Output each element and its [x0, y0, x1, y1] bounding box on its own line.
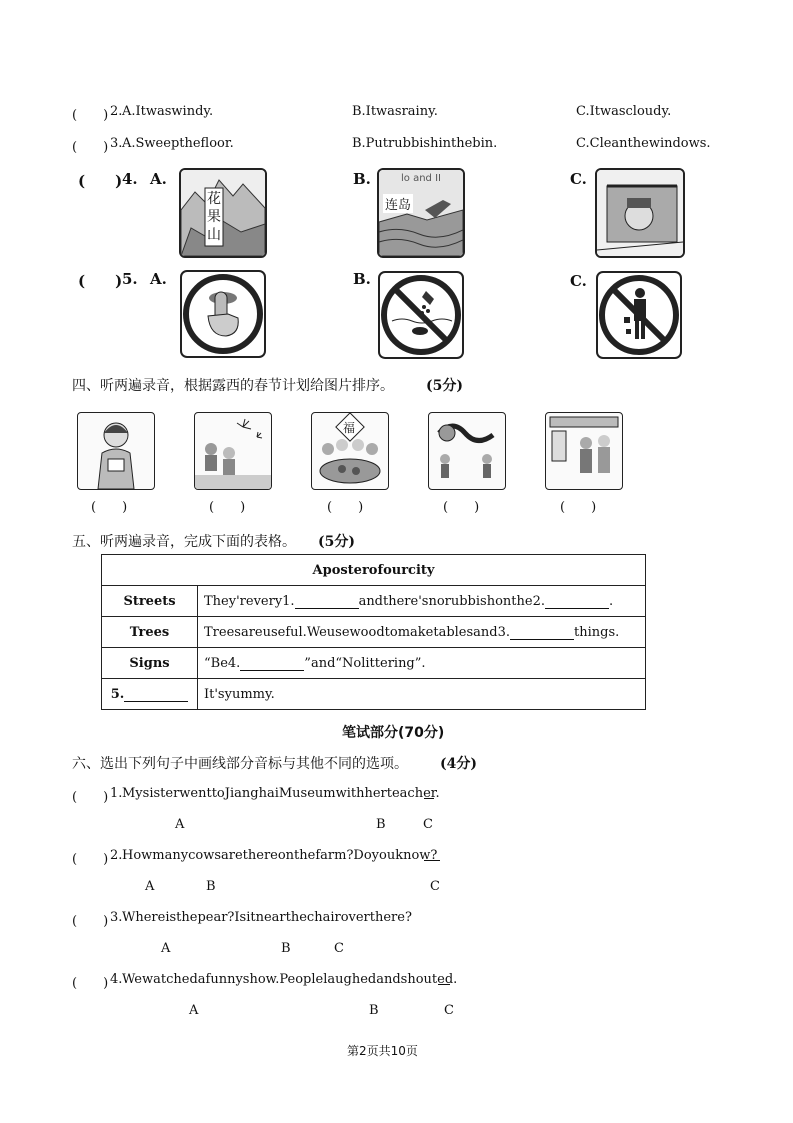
blank-4[interactable]: [240, 670, 304, 671]
question-number: 2.: [110, 104, 123, 119]
underline-mark: [438, 984, 450, 985]
option-b: B.Putrubbishinthebin.: [352, 136, 498, 151]
row-content: [198, 648, 646, 679]
section-score: (4分): [440, 756, 477, 772]
option-a: A: [189, 1003, 199, 1018]
question-number: 4.: [110, 972, 123, 987]
blank-2[interactable]: [545, 608, 609, 609]
answer-paren[interactable]: ( ): [91, 500, 128, 515]
table-row: [102, 679, 646, 710]
row-text: Treesareuseful.Weusewoodtomaketablesand3.: [204, 624, 511, 640]
museum-picture[interactable]: [595, 168, 685, 258]
sentence: Howmanycowsarethereonthefarm?Doyouknow?: [122, 848, 438, 863]
underline-mark: [424, 798, 434, 799]
row-label-text: 5.: [110, 686, 125, 702]
sentence: Whereisthepear?Isitnearthechairoverthere?: [122, 910, 412, 925]
answer-paren[interactable]: ( ): [72, 852, 109, 867]
island-picture[interactable]: [377, 168, 465, 258]
answer-paren[interactable]: ( ): [327, 500, 364, 515]
no-littering-water-sign-icon[interactable]: [378, 271, 464, 359]
question-number: 5.: [122, 270, 138, 288]
row-text: things.: [574, 624, 620, 640]
option-c: C.: [570, 170, 587, 188]
row-text: andthere'snorubbishonthe2.: [358, 593, 545, 609]
answer-paren[interactable]: ( ): [560, 500, 597, 515]
picture-family-dinner[interactable]: [311, 412, 389, 490]
answer-paren[interactable]: ( ): [72, 790, 109, 805]
underline-mark: [424, 860, 440, 861]
option-c: C.: [570, 272, 587, 290]
row-label: [102, 679, 198, 710]
mountain-picture[interactable]: [179, 168, 267, 258]
option-b: B: [281, 941, 291, 956]
answer-paren[interactable]: ( ): [78, 272, 123, 290]
mountain-sign-text: 花果山: [207, 191, 221, 243]
option-a: A.: [150, 270, 167, 288]
option-b: B.: [353, 270, 371, 288]
row-content: It'syummy.: [198, 679, 646, 710]
row-text: ”and“Nolittering”.: [304, 655, 426, 671]
answer-paren[interactable]: ( ): [78, 172, 123, 190]
picture-fireworks[interactable]: [194, 412, 272, 490]
question-number: 3.: [110, 910, 123, 925]
section-title: 四、听两遍录音，根据露西的春节计划给图片排序。: [72, 378, 394, 394]
table-title: Aposterofourcity: [102, 555, 646, 586]
option-b: B: [369, 1003, 379, 1018]
option-b: B: [376, 817, 386, 832]
picture-dragon-dance[interactable]: [428, 412, 506, 490]
sentence: MysisterwenttoJianghaiMuseumwithherteacher.: [122, 786, 440, 801]
blank-3[interactable]: [510, 639, 574, 640]
blank-5[interactable]: [124, 701, 188, 702]
option-c: C: [334, 941, 344, 956]
question-number: 4.: [122, 170, 138, 188]
blank-1[interactable]: [295, 608, 359, 609]
option-c: C: [444, 1003, 454, 1018]
table-row: [102, 617, 646, 648]
row-label: Trees: [102, 617, 198, 648]
section-score: (5分): [426, 378, 463, 394]
poster-table: [101, 554, 646, 710]
no-litter-person-sign-icon[interactable]: [596, 271, 682, 359]
option-a: A: [161, 941, 171, 956]
island-sign-text: lo and II: [401, 173, 441, 184]
answer-paren[interactable]: ( ): [72, 914, 109, 929]
row-content: [198, 586, 646, 617]
answer-paren[interactable]: ( ): [72, 108, 109, 123]
option-b: B.: [353, 170, 371, 188]
table-row: [102, 586, 646, 617]
row-label: Streets: [102, 586, 198, 617]
option-c: C: [430, 879, 440, 894]
option-c: C.Itwascloudy.: [576, 104, 672, 119]
section-title: 六、选出下列句子中画线部分音标与其他不同的选项。: [72, 756, 408, 772]
option-a: A.Sweepthefloor.: [122, 136, 234, 151]
page-number: 第2页共10页: [347, 1044, 418, 1058]
fu-character: 福: [343, 421, 356, 435]
keep-quiet-sign-icon[interactable]: [180, 270, 266, 358]
row-content: [198, 617, 646, 648]
section-title: 五、听两遍录音，完成下面的表格。: [72, 534, 296, 550]
option-b: B: [206, 879, 216, 894]
option-a: A.: [150, 170, 167, 188]
table-row: [102, 648, 646, 679]
section-score: (5分): [318, 534, 355, 550]
picture-girl-card[interactable]: [77, 412, 155, 490]
option-c: C.Cleanthewindows.: [576, 136, 711, 151]
written-part-title: 笔试部分(70分): [342, 725, 445, 741]
option-c: C: [423, 817, 433, 832]
row-label: Signs: [102, 648, 198, 679]
question-number: 1.: [110, 786, 123, 801]
row-text: .: [608, 593, 614, 609]
question-number: 2.: [110, 848, 123, 863]
option-a: A.Itwaswindy.: [122, 104, 214, 119]
row-text: “Be4.: [204, 655, 241, 671]
row-text: They'revery1.: [204, 593, 295, 609]
option-a: A: [145, 879, 155, 894]
answer-paren[interactable]: ( ): [72, 976, 109, 991]
picture-shopping[interactable]: [545, 412, 623, 490]
option-b: B.Itwasrainy.: [352, 104, 438, 119]
island-label: 连岛: [383, 194, 413, 213]
sentence: Wewatchedafunnyshow.Peoplelaughedandshouted.: [122, 972, 458, 987]
answer-paren[interactable]: ( ): [72, 140, 109, 155]
answer-paren[interactable]: ( ): [443, 500, 480, 515]
question-number: 3.: [110, 136, 123, 151]
option-a: A: [175, 817, 185, 832]
answer-paren[interactable]: ( ): [209, 500, 246, 515]
